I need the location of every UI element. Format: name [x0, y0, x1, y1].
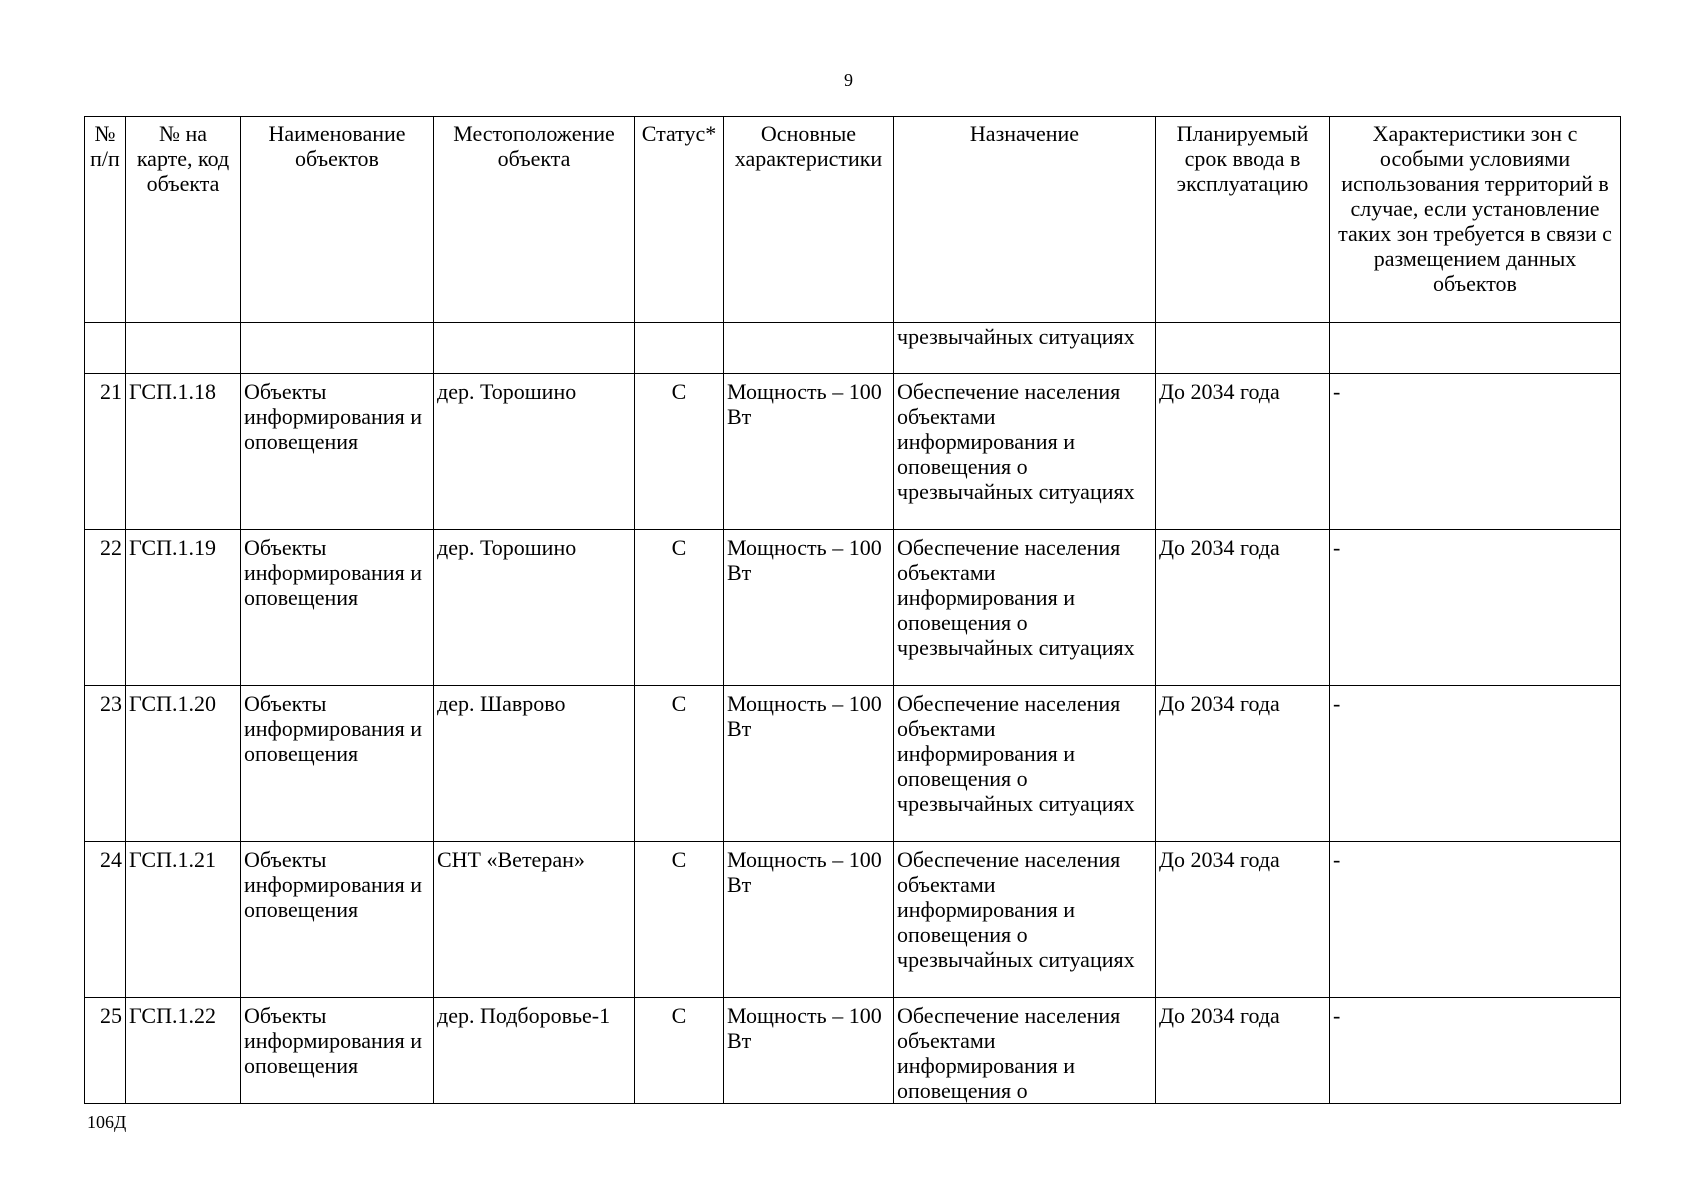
cell-location: дер. Торошино [434, 530, 635, 686]
cell-code: ГСП.1.18 [126, 374, 241, 530]
page-number: 9 [844, 70, 853, 90]
cell-term: До 2034 года [1156, 530, 1330, 686]
table-header-row [85, 117, 1621, 323]
cell-location: СНТ «Ветеран» [434, 842, 635, 998]
table-row-continuation [85, 323, 1621, 374]
cell-status: С [635, 998, 724, 1104]
objects-table [84, 116, 1621, 1104]
cell-code: ГСП.1.20 [126, 686, 241, 842]
cell-zones: - [1330, 686, 1621, 842]
header-purpose: Назначение [894, 117, 1156, 323]
cell-term: До 2034 года [1156, 686, 1330, 842]
header-code: № на карте, код объекта [126, 117, 241, 323]
table-row [85, 686, 1621, 842]
cell-status: С [635, 530, 724, 686]
cell-code: ГСП.1.21 [126, 842, 241, 998]
cell-term: До 2034 года [1156, 842, 1330, 998]
footer-code: 106Д [87, 1112, 127, 1132]
cell-name: Объекты информирования и оповещения [241, 530, 434, 686]
header-location: Местоположение объекта [434, 117, 635, 323]
cell-location: дер. Шаврово [434, 686, 635, 842]
cell-purpose: Обеспечение населения объектами информирования и оповещения о чрезвычайных ситуациях [894, 686, 1156, 842]
header-zones: Характеристики зон с особыми условиями использования территорий в случае, если установление таких зон требуется в связи с размещением данных объектов [1330, 117, 1621, 323]
cell-location: дер. Подборовье-1 [434, 998, 635, 1104]
cell-num: 21 [85, 374, 126, 530]
cell-zones: - [1330, 374, 1621, 530]
cell-name: Объекты информирования и оповещения [241, 686, 434, 842]
cell-zones: - [1330, 998, 1621, 1104]
cell-code: ГСП.1.22 [126, 998, 241, 1104]
cell-characteristics: Мощность – 100 Вт [724, 530, 894, 686]
header-term: Планируемый срок ввода в эксплуатацию [1156, 117, 1330, 323]
table-row [85, 530, 1621, 686]
header-name: Наименование объектов [241, 117, 434, 323]
cell-num: 25 [85, 998, 126, 1104]
cell-zones: - [1330, 530, 1621, 686]
cell-term: До 2034 года [1156, 998, 1330, 1104]
cell-num: 22 [85, 530, 126, 686]
cell-status: С [635, 374, 724, 530]
cell-characteristics: Мощность – 100 Вт [724, 686, 894, 842]
header-status: Статус* [635, 117, 724, 323]
cell-purpose: Обеспечение населения объектами информирования и оповещения о чрезвычайных ситуациях [894, 530, 1156, 686]
cell-purpose: Обеспечение населения объектами информирования и оповещения о [894, 998, 1156, 1104]
cell-purpose: чрезвычайных ситуациях [894, 323, 1156, 374]
table-row [85, 374, 1621, 530]
cell-characteristics: Мощность – 100 Вт [724, 374, 894, 530]
cell-purpose: Обеспечение населения объектами информирования и оповещения о чрезвычайных ситуациях [894, 374, 1156, 530]
cell-code: ГСП.1.19 [126, 530, 241, 686]
table-row [85, 842, 1621, 998]
cell-characteristics: Мощность – 100 Вт [724, 998, 894, 1104]
cell-status: С [635, 842, 724, 998]
cell-purpose: Обеспечение населения объектами информирования и оповещения о чрезвычайных ситуациях [894, 842, 1156, 998]
cell-name: Объекты информирования и оповещения [241, 374, 434, 530]
cell-characteristics: Мощность – 100 Вт [724, 842, 894, 998]
cell-num: 23 [85, 686, 126, 842]
cell-status: С [635, 686, 724, 842]
cell-zones: - [1330, 842, 1621, 998]
cell-term: До 2034 года [1156, 374, 1330, 530]
header-characteristics: Основные характеристики [724, 117, 894, 323]
cell-name: Объекты информирования и оповещения [241, 842, 434, 998]
cell-num: 24 [85, 842, 126, 998]
header-num: № п/п [85, 117, 126, 323]
cell-location: дер. Торошино [434, 374, 635, 530]
cell-name: Объекты информирования и оповещения [241, 998, 434, 1104]
table-row [85, 998, 1621, 1104]
